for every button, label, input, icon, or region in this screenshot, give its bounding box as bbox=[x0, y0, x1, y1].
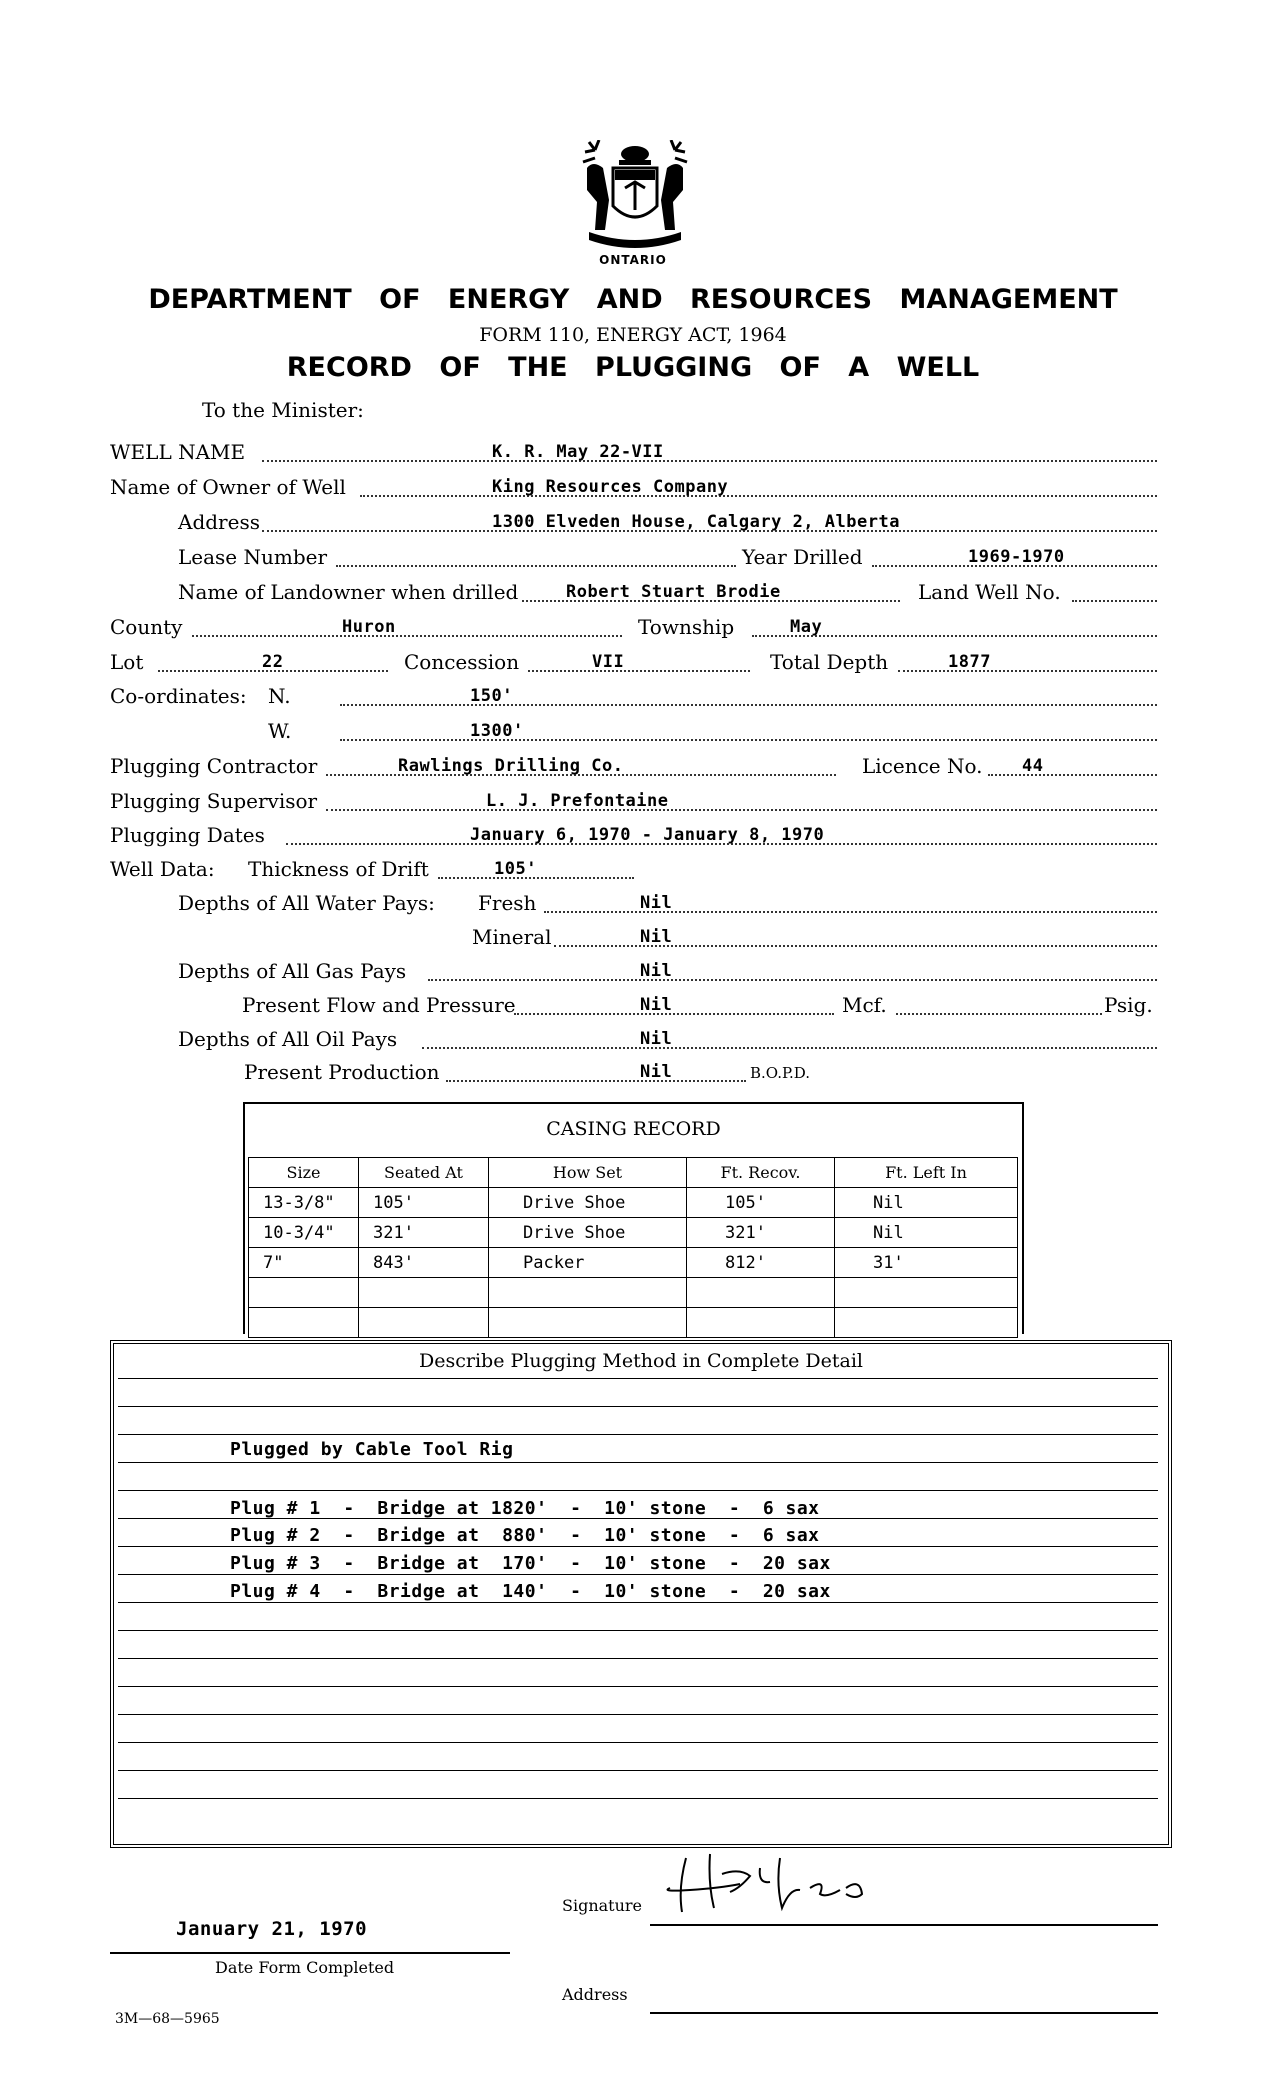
year-drilled-label: Year Drilled bbox=[742, 545, 863, 569]
licence-label: Licence No. bbox=[862, 754, 983, 778]
owner-label: Name of Owner of Well bbox=[110, 475, 346, 499]
owner-value: King Resources Company bbox=[492, 477, 729, 497]
coord-ns-label: N. bbox=[268, 684, 291, 708]
total-depth-leader bbox=[898, 670, 1157, 672]
rule-line bbox=[118, 1798, 1158, 1799]
township-value: May bbox=[790, 617, 823, 637]
casing-header-row bbox=[249, 1158, 1018, 1188]
address-footer-label: Address bbox=[562, 1985, 628, 2004]
casing-table bbox=[248, 1157, 1018, 1338]
plug-line: Plug # 1 - Bridge at 1820' - 10' stone - 6 sax bbox=[230, 1498, 820, 1519]
table-cell: Drive Shoe bbox=[489, 1218, 687, 1248]
rule-line bbox=[118, 1742, 1158, 1743]
mcf-unit: Mcf. bbox=[842, 993, 887, 1017]
table-cell: 10-3/4" bbox=[249, 1218, 359, 1248]
table-cell bbox=[687, 1308, 835, 1338]
table-cell bbox=[835, 1308, 1018, 1338]
mineral-label: Mineral bbox=[472, 925, 552, 949]
rule-line bbox=[118, 1770, 1158, 1771]
well-name-leader bbox=[262, 460, 1157, 462]
table-cell bbox=[359, 1278, 489, 1308]
gas-pays-leader bbox=[428, 979, 1157, 981]
rule-line bbox=[118, 1658, 1158, 1659]
psig-unit: Psig. bbox=[1104, 993, 1153, 1017]
drift-label: Thickness of Drift bbox=[248, 857, 429, 881]
county-leader bbox=[192, 635, 622, 637]
signature-label: Signature bbox=[562, 1896, 643, 1915]
casing-col-recov: Ft. Recov. bbox=[687, 1158, 835, 1188]
table-cell: 321' bbox=[687, 1218, 835, 1248]
production-leader bbox=[446, 1080, 746, 1082]
gas-pays-label: Depths of All Gas Pays bbox=[178, 959, 407, 983]
oil-pays-leader bbox=[422, 1047, 1157, 1049]
supervisor-value: L. J. Prefontaine bbox=[486, 791, 669, 811]
water-pays-label: Depths of All Water Pays: bbox=[178, 891, 435, 915]
table-cell bbox=[359, 1308, 489, 1338]
production-value: Nil bbox=[640, 1062, 673, 1082]
plug-line: Plug # 2 - Bridge at 880' - 10' stone - 6 sax bbox=[230, 1525, 820, 1546]
total-depth-value: 1877 bbox=[948, 652, 991, 672]
land-well-leader bbox=[1072, 600, 1157, 602]
coord-ew-value: 1300' bbox=[470, 721, 524, 741]
date-completed-value: January 21, 1970 bbox=[176, 1918, 368, 1940]
signature-line bbox=[650, 1924, 1158, 1926]
owner-leader bbox=[360, 495, 1157, 497]
supervisor-leader bbox=[326, 809, 1157, 811]
bopd-unit: B.O.P.D. bbox=[750, 1064, 811, 1082]
address-value: 1300 Elveden House, Calgary 2, Alberta bbox=[492, 512, 900, 532]
rule-line bbox=[118, 1406, 1158, 1407]
handwritten-signature bbox=[650, 1848, 920, 1918]
table-cell: 321' bbox=[359, 1218, 489, 1248]
casing-col-leftin: Ft. Left In bbox=[835, 1158, 1018, 1188]
rule-line bbox=[118, 1686, 1158, 1687]
table-cell: Packer bbox=[489, 1248, 687, 1278]
rule-line bbox=[118, 1546, 1158, 1547]
drift-value: 105' bbox=[494, 859, 537, 879]
rule-line bbox=[118, 1378, 1158, 1379]
lot-label: Lot bbox=[110, 650, 144, 674]
table-cell bbox=[489, 1308, 687, 1338]
landowner-label: Name of Landowner when drilled bbox=[178, 580, 519, 604]
county-value: Huron bbox=[342, 617, 396, 637]
addressee: To the Minister: bbox=[202, 398, 364, 422]
coord-ew-leader bbox=[340, 739, 1157, 741]
table-row bbox=[249, 1188, 1018, 1218]
flow-leader bbox=[514, 1013, 834, 1015]
county-label: County bbox=[110, 615, 183, 639]
table-cell: 812' bbox=[687, 1248, 835, 1278]
plug-line: Plug # 4 - Bridge at 140' - 10' stone - 20 sax bbox=[230, 1581, 831, 1602]
fresh-value: Nil bbox=[640, 893, 673, 913]
table-row bbox=[249, 1218, 1018, 1248]
date-line bbox=[110, 1952, 510, 1954]
table-cell: Nil bbox=[835, 1188, 1018, 1218]
total-depth-label: Total Depth bbox=[770, 650, 889, 674]
date-completed-label: Date Form Completed bbox=[215, 1958, 395, 1977]
mineral-value: Nil bbox=[640, 927, 673, 947]
lot-value: 22 bbox=[262, 652, 284, 672]
rule-line bbox=[118, 1630, 1158, 1631]
flow-value: Nil bbox=[640, 995, 673, 1015]
table-cell: 105' bbox=[687, 1188, 835, 1218]
psig-leader bbox=[896, 1013, 1102, 1015]
rule-line bbox=[118, 1434, 1158, 1435]
table-row bbox=[249, 1278, 1018, 1308]
gas-pays-value: Nil bbox=[640, 961, 673, 981]
casing-title: CASING RECORD bbox=[546, 1118, 721, 1140]
flow-label: Present Flow and Pressure bbox=[242, 993, 516, 1017]
ontario-coat-of-arms-icon bbox=[575, 140, 695, 250]
concession-label: Concession bbox=[404, 650, 520, 674]
concession-leader bbox=[528, 670, 750, 672]
well-name-value: K. R. May 22-VII bbox=[492, 442, 664, 462]
production-label: Present Production bbox=[244, 1060, 440, 1084]
casing-col-size: Size bbox=[249, 1158, 359, 1188]
coord-ew-label: W. bbox=[268, 719, 292, 743]
table-cell: 7" bbox=[249, 1248, 359, 1278]
casing-record-box bbox=[243, 1102, 1024, 1334]
casing-col-seated: Seated At bbox=[359, 1158, 489, 1188]
page-title: RECORD OF THE PLUGGING OF A WELL bbox=[286, 352, 980, 383]
table-cell: 105' bbox=[359, 1188, 489, 1218]
licence-value: 44 bbox=[1022, 756, 1044, 776]
table-cell: Drive Shoe bbox=[489, 1188, 687, 1218]
oil-pays-value: Nil bbox=[640, 1029, 673, 1049]
department-title: DEPARTMENT OF ENERGY AND RESOURCES MANAGEMENT bbox=[148, 284, 1118, 315]
table-cell bbox=[249, 1308, 359, 1338]
address-label: Address bbox=[178, 510, 260, 534]
land-well-label: Land Well No. bbox=[918, 580, 1061, 604]
plugging-title: Describe Plugging Method in Complete Detail bbox=[419, 1350, 863, 1372]
table-cell bbox=[489, 1278, 687, 1308]
rule-line bbox=[118, 1714, 1158, 1715]
province-label: ONTARIO bbox=[599, 253, 667, 267]
table-cell bbox=[687, 1278, 835, 1308]
coord-ns-value: 150' bbox=[470, 686, 513, 706]
rule-line bbox=[118, 1602, 1158, 1603]
township-label: Township bbox=[638, 615, 735, 639]
table-cell: 843' bbox=[359, 1248, 489, 1278]
table-cell: 31' bbox=[835, 1248, 1018, 1278]
form-subtitle: FORM 110, ENERGY ACT, 1964 bbox=[479, 324, 787, 346]
rule-line bbox=[118, 1462, 1158, 1463]
dates-value: January 6, 1970 - January 8, 1970 bbox=[470, 825, 825, 845]
fresh-leader bbox=[544, 911, 1157, 913]
coord-ns-leader bbox=[340, 704, 1157, 706]
licence-leader bbox=[988, 774, 1157, 776]
well-data-label: Well Data: bbox=[110, 857, 215, 881]
lease-label: Lease Number bbox=[178, 545, 328, 569]
lease-leader bbox=[336, 565, 736, 567]
casing-col-howset: How Set bbox=[489, 1158, 687, 1188]
table-cell bbox=[249, 1278, 359, 1308]
dates-label: Plugging Dates bbox=[110, 823, 265, 847]
rule-line bbox=[118, 1490, 1158, 1491]
coordinates-label: Co-ordinates: bbox=[110, 684, 247, 708]
plug-line: Plug # 3 - Bridge at 170' - 10' stone - 20 sax bbox=[230, 1553, 831, 1574]
landowner-value: Robert Stuart Brodie bbox=[566, 582, 781, 602]
table-cell bbox=[835, 1278, 1018, 1308]
table-row bbox=[249, 1308, 1018, 1338]
oil-pays-label: Depths of All Oil Pays bbox=[178, 1027, 398, 1051]
plugging-heading: Plugged by Cable Tool Rig bbox=[230, 1439, 514, 1460]
supervisor-label: Plugging Supervisor bbox=[110, 789, 318, 813]
fresh-label: Fresh bbox=[478, 891, 537, 915]
address-line bbox=[650, 2012, 1158, 2014]
rule-line bbox=[118, 1574, 1158, 1575]
year-drilled-value: 1969-1970 bbox=[968, 547, 1065, 567]
table-row bbox=[249, 1248, 1018, 1278]
contractor-value: Rawlings Drilling Co. bbox=[398, 756, 624, 776]
concession-value: VII bbox=[592, 652, 625, 672]
table-cell: 13-3/8" bbox=[249, 1188, 359, 1218]
contractor-label: Plugging Contractor bbox=[110, 754, 318, 778]
form-code: 3M—68—5965 bbox=[115, 2011, 220, 2027]
well-name-label: WELL NAME bbox=[110, 440, 246, 464]
table-cell: Nil bbox=[835, 1218, 1018, 1248]
